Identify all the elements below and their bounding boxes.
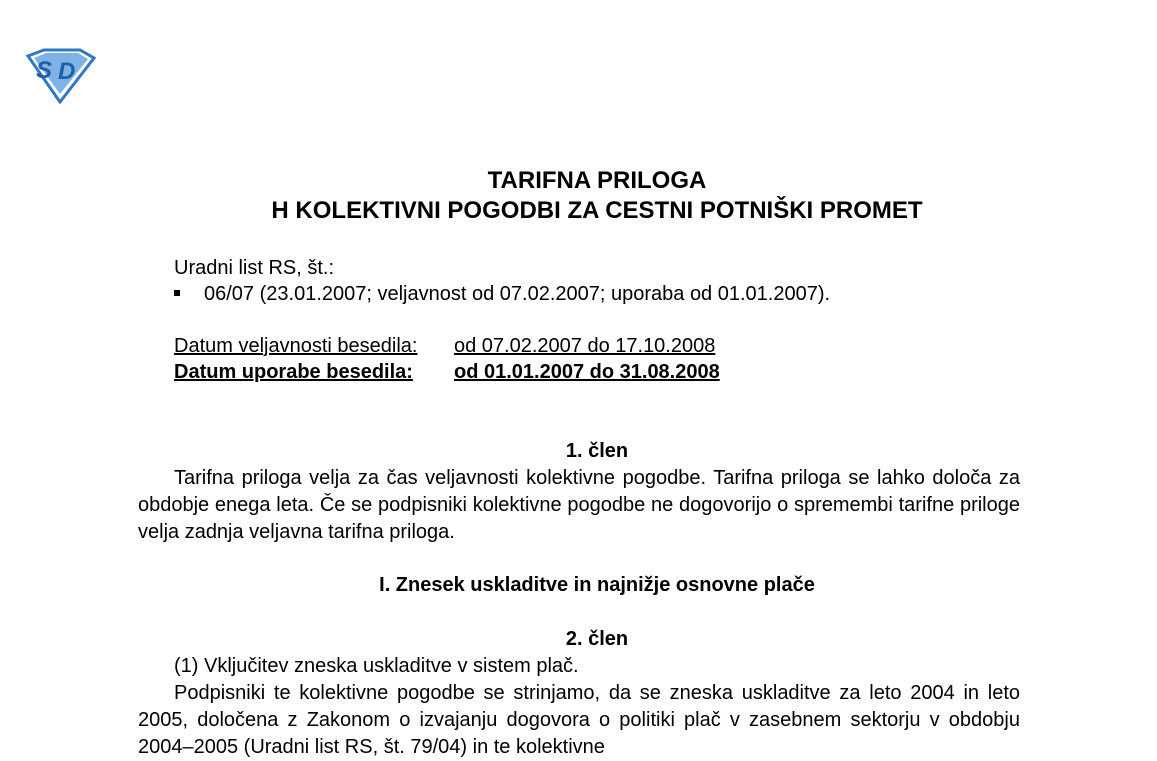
usage-label: Datum uporabe besedila: xyxy=(174,361,413,383)
svg-text:S: S xyxy=(36,57,53,84)
sd-shield-logo-icon xyxy=(22,48,96,104)
article-1-heading: 1. člen xyxy=(565,440,629,462)
validity-date-row xyxy=(174,333,715,359)
usage-date-row xyxy=(174,359,720,385)
section-1-heading: I. Znesek uskladitve in najnižje osnovne plače xyxy=(379,574,815,596)
document-title: TARIFNA PRILOGA xyxy=(487,167,707,194)
usage-value: od 01.01.2007 do 31.08.2008 xyxy=(454,361,720,383)
article-2-heading: 2. člen xyxy=(565,628,629,650)
gazette-entry-text: 06/07 (23.01.2007; veljavnost od 07.02.2007; uporaba od 01.01.2007). xyxy=(204,283,831,305)
document-subtitle: H KOLEKTIVNI POGODBI ZA CESTNI POTNIŠKI PROMET xyxy=(271,197,923,224)
validity-value: od 07.02.2007 do 17.10.2008 xyxy=(454,335,716,357)
svg-text:D: D xyxy=(58,58,76,85)
bullet-icon xyxy=(174,290,180,296)
article-2-point-1: (1) Vključitev zneska uskladitve v sistem plač. xyxy=(174,655,579,677)
article-2-text: Podpisniki te kolektivne pogodbe se strinjamo, da se zneska uskladitve za leto 2004 in leto 2005, določena z Zakonom o izvajanju dogovora o politiki plač v zasebnem sektorju v obdobju 2004–2005 (Uradni list RS, št. 79/04) in te kolektivne xyxy=(138,682,1020,758)
article-1-text: Tarifna priloga velja za čas veljavnosti kolektivne pogodbe. Tarifna priloga se lahko določa za obdobje enega leta. Če se podpisniki kolektivne pogodbe ne dogovorijo o spremembi tarifne priloge velja zadnja veljavna tarifna priloga. xyxy=(138,467,1020,543)
gazette-entry xyxy=(174,281,830,307)
gazette-label: Uradni list RS, št.: xyxy=(174,257,335,279)
validity-label: Datum veljavnosti besedila: xyxy=(174,335,418,357)
